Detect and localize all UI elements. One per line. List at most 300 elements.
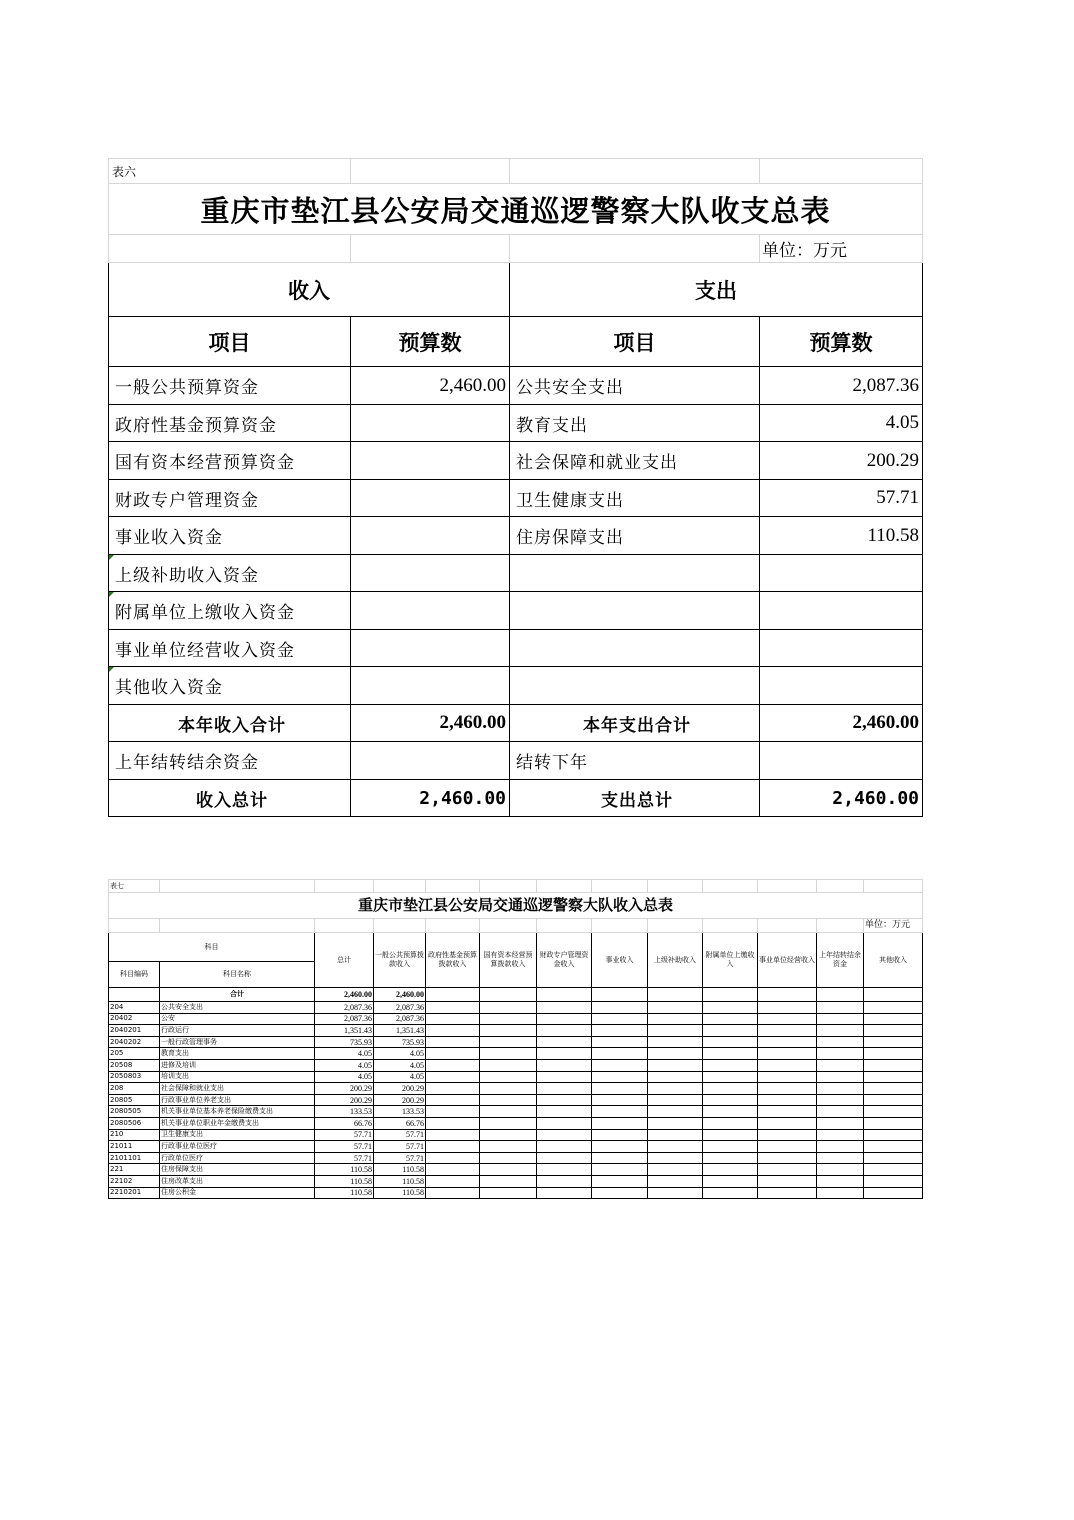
income-value bbox=[351, 480, 510, 517]
subject-name: 行政事业单位养老支出 bbox=[160, 1094, 315, 1106]
income-item: 事业单位经营收入资金 bbox=[109, 630, 351, 667]
table-row bbox=[109, 1175, 923, 1187]
expense-value bbox=[760, 630, 923, 667]
empty-cell bbox=[426, 1141, 480, 1153]
empty-cell bbox=[480, 1129, 537, 1141]
empty-cell bbox=[703, 1094, 758, 1106]
subject-name: 机关事业单位职业年金缴费支出 bbox=[160, 1117, 315, 1129]
subject-name: 行政单位医疗 bbox=[160, 1152, 315, 1164]
subject-code: 208 bbox=[109, 1083, 160, 1095]
empty-cell bbox=[537, 1036, 592, 1048]
empty-cell bbox=[758, 1002, 817, 1014]
empty-cell bbox=[592, 1106, 648, 1118]
income-value bbox=[351, 555, 510, 592]
expense-item: 社会保障和就业支出 bbox=[510, 442, 760, 480]
empty-cell bbox=[758, 1187, 817, 1199]
subject-name: 行政运行 bbox=[160, 1025, 315, 1037]
expense-value: 4.05 bbox=[760, 405, 923, 442]
empty-cell bbox=[480, 1106, 537, 1118]
row-general: 2,087.36 bbox=[374, 1002, 426, 1014]
table-row bbox=[109, 1152, 923, 1164]
empty-cell bbox=[758, 1083, 817, 1095]
subject-code: 2101101 bbox=[109, 1152, 160, 1164]
empty-cell bbox=[480, 1141, 537, 1153]
sum-row bbox=[109, 988, 923, 1002]
empty-cell bbox=[480, 1175, 537, 1187]
subject-name: 教育支出 bbox=[160, 1048, 315, 1060]
header-carryover: 上年结转结余资金 bbox=[817, 933, 864, 988]
empty-cell bbox=[703, 1175, 758, 1187]
row-total: 110.58 bbox=[315, 1164, 374, 1176]
table-row bbox=[109, 555, 923, 592]
empty-cell bbox=[758, 1048, 817, 1060]
table-row bbox=[109, 1117, 923, 1129]
row-total: 57.71 bbox=[315, 1129, 374, 1141]
subject-code: 2080506 bbox=[109, 1117, 160, 1129]
empty-cell bbox=[480, 1071, 537, 1083]
empty-cell bbox=[426, 1071, 480, 1083]
table-row bbox=[109, 1036, 923, 1048]
subject-code: 210 bbox=[109, 1129, 160, 1141]
row-total: 735.93 bbox=[315, 1036, 374, 1048]
empty-cell bbox=[817, 1152, 864, 1164]
expense-item: 住房保障支出 bbox=[510, 517, 760, 555]
row-general: 4.05 bbox=[374, 1048, 426, 1060]
expense-carry-value bbox=[760, 742, 923, 780]
sum-general: 2,460.00 bbox=[374, 988, 426, 1002]
empty-cell bbox=[758, 1129, 817, 1141]
empty-cell bbox=[426, 1164, 480, 1176]
row-total: 2,087.36 bbox=[315, 1002, 374, 1014]
subject-code: 20805 bbox=[109, 1094, 160, 1106]
empty-cell bbox=[758, 1059, 817, 1071]
income-value bbox=[351, 592, 510, 630]
empty-cell bbox=[703, 1083, 758, 1095]
empty-cell bbox=[426, 1036, 480, 1048]
empty-cell bbox=[703, 1013, 758, 1025]
empty-cell bbox=[648, 1187, 703, 1199]
empty-cell bbox=[817, 1036, 864, 1048]
empty-cell bbox=[480, 1036, 537, 1048]
empty-cell bbox=[648, 1071, 703, 1083]
income-value: 2,460.00 bbox=[351, 367, 510, 405]
income-item: 附属单位上缴收入资金 bbox=[109, 592, 351, 630]
subject-name: 住房改革支出 bbox=[160, 1175, 315, 1187]
subject-code: 2040201 bbox=[109, 1025, 160, 1037]
income-item: 事业收入资金 bbox=[109, 517, 351, 555]
empty-cell bbox=[817, 1083, 864, 1095]
row-total: 1,351.43 bbox=[315, 1025, 374, 1037]
empty-cell bbox=[426, 1106, 480, 1118]
column-header-item: 项目 bbox=[109, 317, 351, 367]
empty-cell bbox=[480, 1048, 537, 1060]
empty-cell bbox=[864, 1187, 923, 1199]
table-row bbox=[109, 442, 923, 480]
subject-code: 204 bbox=[109, 1002, 160, 1014]
empty-cell bbox=[703, 1117, 758, 1129]
header-affiliated: 附属单位上缴收入 bbox=[703, 933, 758, 988]
table-row bbox=[109, 1083, 923, 1095]
empty-cell bbox=[817, 1025, 864, 1037]
empty-cell bbox=[480, 1094, 537, 1106]
table-tag: 表六 bbox=[109, 159, 351, 184]
expense-item bbox=[510, 667, 760, 705]
empty-cell bbox=[864, 1175, 923, 1187]
row-general: 200.29 bbox=[374, 1083, 426, 1095]
empty-cell bbox=[703, 1025, 758, 1037]
row-general: 110.58 bbox=[374, 1164, 426, 1176]
row-general: 133.53 bbox=[374, 1106, 426, 1118]
row-general: 2,087.36 bbox=[374, 1013, 426, 1025]
empty-cell bbox=[817, 1164, 864, 1176]
subject-code: 2040202 bbox=[109, 1036, 160, 1048]
header-general: 一般公共预算拨款收入 bbox=[374, 933, 426, 988]
row-general: 1,351.43 bbox=[374, 1025, 426, 1037]
empty-cell bbox=[592, 1141, 648, 1153]
empty-cell bbox=[592, 1002, 648, 1014]
empty-cell bbox=[758, 1141, 817, 1153]
empty-cell bbox=[648, 1002, 703, 1014]
header-name: 科目名称 bbox=[160, 962, 315, 988]
expense-total-label: 支出总计 bbox=[510, 780, 760, 817]
expense-item: 教育支出 bbox=[510, 405, 760, 442]
expense-value: 57.71 bbox=[760, 480, 923, 517]
income-value bbox=[351, 667, 510, 705]
empty-cell bbox=[648, 1152, 703, 1164]
income-total-value: 2,460.00 bbox=[351, 780, 510, 817]
empty-cell bbox=[592, 1094, 648, 1106]
empty-cell bbox=[758, 1175, 817, 1187]
table-title: 重庆市垫江县公安局交通巡逻警察大队收入总表 bbox=[109, 893, 923, 919]
empty-cell bbox=[758, 1094, 817, 1106]
empty-cell bbox=[817, 1048, 864, 1060]
empty-cell bbox=[817, 1187, 864, 1199]
empty-cell bbox=[758, 1152, 817, 1164]
expense-value bbox=[760, 592, 923, 630]
empty-cell bbox=[648, 1059, 703, 1071]
table-row bbox=[109, 517, 923, 555]
empty-cell bbox=[864, 1094, 923, 1106]
empty-cell bbox=[758, 1071, 817, 1083]
header-other: 其他收入 bbox=[864, 933, 923, 988]
empty-cell bbox=[703, 1152, 758, 1164]
sum-label: 合计 bbox=[160, 988, 315, 1002]
table-row bbox=[109, 1059, 923, 1071]
table-row bbox=[109, 1187, 923, 1199]
subject-code: 221 bbox=[109, 1164, 160, 1176]
empty-cell bbox=[537, 1002, 592, 1014]
empty-cell bbox=[648, 1036, 703, 1048]
empty-cell bbox=[480, 1059, 537, 1071]
empty-cell bbox=[648, 1117, 703, 1129]
empty-cell bbox=[426, 1059, 480, 1071]
subtotal-row bbox=[109, 705, 923, 742]
empty-cell bbox=[648, 1141, 703, 1153]
empty-cell bbox=[537, 1175, 592, 1187]
subject-code: 2080505 bbox=[109, 1106, 160, 1118]
empty-cell bbox=[758, 1164, 817, 1176]
empty-cell bbox=[817, 1175, 864, 1187]
empty-cell bbox=[817, 1106, 864, 1118]
subject-name: 一般行政管理事务 bbox=[160, 1036, 315, 1048]
income-value bbox=[351, 405, 510, 442]
empty-cell bbox=[648, 1129, 703, 1141]
table-row bbox=[109, 1071, 923, 1083]
income-carry-value bbox=[351, 742, 510, 780]
empty-cell bbox=[592, 1071, 648, 1083]
empty-cell bbox=[426, 1094, 480, 1106]
empty-cell bbox=[537, 1083, 592, 1095]
row-general: 110.58 bbox=[374, 1187, 426, 1199]
empty-cell bbox=[817, 1059, 864, 1071]
income-item: 财政专户管理资金 bbox=[109, 480, 351, 517]
subject-code: 2210201 bbox=[109, 1187, 160, 1199]
expense-total-value: 2,460.00 bbox=[760, 780, 923, 817]
income-value bbox=[351, 630, 510, 667]
table-row bbox=[109, 1025, 923, 1037]
empty-cell bbox=[426, 1048, 480, 1060]
table-row bbox=[109, 1106, 923, 1118]
empty-cell bbox=[480, 1117, 537, 1129]
empty-cell bbox=[592, 1175, 648, 1187]
empty-cell bbox=[592, 1117, 648, 1129]
empty-cell bbox=[592, 1164, 648, 1176]
row-total: 2,087.36 bbox=[315, 1013, 374, 1025]
empty-cell bbox=[537, 1129, 592, 1141]
income-value bbox=[351, 442, 510, 480]
total-row bbox=[109, 780, 923, 817]
table-tag: 表七 bbox=[109, 880, 160, 893]
empty-cell bbox=[648, 1175, 703, 1187]
expense-subtotal-label: 本年支出合计 bbox=[510, 705, 760, 742]
empty-cell bbox=[537, 1013, 592, 1025]
row-total: 110.58 bbox=[315, 1187, 374, 1199]
subject-name: 社会保障和就业支出 bbox=[160, 1083, 315, 1095]
empty-cell bbox=[864, 1083, 923, 1095]
subject-code: 20508 bbox=[109, 1059, 160, 1071]
income-item: 一般公共预算资金 bbox=[109, 367, 351, 405]
unit-label: 单位：万元 bbox=[760, 235, 923, 263]
expense-value bbox=[760, 555, 923, 592]
header-business: 事业收入 bbox=[592, 933, 648, 988]
table-row bbox=[109, 1013, 923, 1025]
empty-cell bbox=[537, 1048, 592, 1060]
empty-cell bbox=[537, 1164, 592, 1176]
income-item: 政府性基金预算资金 bbox=[109, 405, 351, 442]
empty-cell bbox=[426, 1025, 480, 1037]
empty-cell bbox=[537, 1025, 592, 1037]
expense-subtotal-value: 2,460.00 bbox=[760, 705, 923, 742]
empty-cell bbox=[703, 1164, 758, 1176]
header-code: 科目编码 bbox=[109, 962, 160, 988]
row-general: 57.71 bbox=[374, 1141, 426, 1153]
expense-carry-label: 结转下年 bbox=[510, 742, 760, 780]
subject-name: 住房保障支出 bbox=[160, 1164, 315, 1176]
empty-cell bbox=[703, 1059, 758, 1071]
subject-code: 205 bbox=[109, 1048, 160, 1060]
empty-cell bbox=[537, 1059, 592, 1071]
empty-cell bbox=[592, 1187, 648, 1199]
subject-name: 培训支出 bbox=[160, 1071, 315, 1083]
column-header-budget: 预算数 bbox=[351, 317, 510, 367]
empty-cell bbox=[817, 1129, 864, 1141]
empty-cell bbox=[426, 1187, 480, 1199]
expense-value: 200.29 bbox=[760, 442, 923, 480]
row-general: 4.05 bbox=[374, 1059, 426, 1071]
row-total: 57.71 bbox=[315, 1141, 374, 1153]
empty-cell bbox=[648, 1106, 703, 1118]
column-header-budget: 预算数 bbox=[760, 317, 923, 367]
empty-cell bbox=[480, 1025, 537, 1037]
row-total: 200.29 bbox=[315, 1083, 374, 1095]
empty-cell bbox=[537, 1106, 592, 1118]
empty-cell bbox=[480, 1187, 537, 1199]
expense-item: 公共安全支出 bbox=[510, 367, 760, 405]
row-general: 57.71 bbox=[374, 1152, 426, 1164]
table-row bbox=[109, 592, 923, 630]
empty-cell bbox=[817, 1013, 864, 1025]
empty-cell bbox=[703, 1141, 758, 1153]
column-header-item: 项目 bbox=[510, 317, 760, 367]
expense-header: 支出 bbox=[510, 263, 923, 317]
income-header: 收入 bbox=[109, 263, 510, 317]
row-total: 4.05 bbox=[315, 1059, 374, 1071]
income-total-label: 收入总计 bbox=[109, 780, 351, 817]
empty-cell bbox=[864, 1129, 923, 1141]
row-total: 4.05 bbox=[315, 1048, 374, 1060]
empty-cell bbox=[864, 1002, 923, 1014]
empty-cell bbox=[817, 1141, 864, 1153]
empty-cell bbox=[537, 1117, 592, 1129]
empty-cell bbox=[592, 1129, 648, 1141]
income-item: 其他收入资金 bbox=[109, 667, 351, 705]
empty-cell bbox=[426, 1117, 480, 1129]
empty-cell bbox=[426, 1175, 480, 1187]
empty-cell bbox=[864, 1048, 923, 1060]
empty-cell bbox=[592, 1083, 648, 1095]
empty-cell bbox=[537, 1141, 592, 1153]
subject-name: 行政事业单位医疗 bbox=[160, 1141, 315, 1153]
empty-cell bbox=[703, 1048, 758, 1060]
row-total: 200.29 bbox=[315, 1094, 374, 1106]
table-row bbox=[109, 667, 923, 705]
expense-item: 卫生健康支出 bbox=[510, 480, 760, 517]
subject-code: 21011 bbox=[109, 1141, 160, 1153]
row-general: 4.05 bbox=[374, 1071, 426, 1083]
empty-cell bbox=[480, 1002, 537, 1014]
empty-cell bbox=[817, 1071, 864, 1083]
empty-cell bbox=[648, 1083, 703, 1095]
subject-name: 机关事业单位基本养老保险缴费支出 bbox=[160, 1106, 315, 1118]
empty-cell bbox=[817, 1002, 864, 1014]
row-general: 66.76 bbox=[374, 1117, 426, 1129]
empty-cell bbox=[480, 1013, 537, 1025]
empty-cell bbox=[648, 1094, 703, 1106]
expense-item bbox=[510, 592, 760, 630]
header-superior: 上级补助收入 bbox=[648, 933, 703, 988]
income-item: 国有资本经营预算资金 bbox=[109, 442, 351, 480]
empty-cell bbox=[758, 1025, 817, 1037]
row-total: 4.05 bbox=[315, 1071, 374, 1083]
empty-cell bbox=[703, 1071, 758, 1083]
empty-cell bbox=[426, 1013, 480, 1025]
expense-value: 2,087.36 bbox=[760, 367, 923, 405]
empty-cell bbox=[648, 1164, 703, 1176]
table-row bbox=[109, 1094, 923, 1106]
empty-cell bbox=[703, 1129, 758, 1141]
empty-cell bbox=[592, 1048, 648, 1060]
unit-label: 单位：万元 bbox=[864, 919, 923, 933]
income-expense-summary-table bbox=[108, 158, 923, 817]
empty-cell bbox=[864, 1059, 923, 1071]
empty-cell bbox=[537, 1187, 592, 1199]
empty-cell bbox=[592, 1013, 648, 1025]
empty-cell bbox=[480, 1164, 537, 1176]
empty-cell bbox=[537, 1071, 592, 1083]
empty-cell bbox=[758, 1106, 817, 1118]
empty-cell bbox=[864, 1164, 923, 1176]
table-row bbox=[109, 630, 923, 667]
row-general: 57.71 bbox=[374, 1129, 426, 1141]
empty-cell bbox=[758, 1013, 817, 1025]
header-special: 财政专户管理资金收入 bbox=[537, 933, 592, 988]
empty-cell bbox=[864, 1152, 923, 1164]
carry-row bbox=[109, 742, 923, 780]
empty-cell bbox=[537, 1152, 592, 1164]
empty-cell bbox=[864, 1117, 923, 1129]
header-subject: 科目 bbox=[109, 933, 315, 962]
row-total: 133.53 bbox=[315, 1106, 374, 1118]
row-total: 110.58 bbox=[315, 1175, 374, 1187]
subject-name: 住房公积金 bbox=[160, 1187, 315, 1199]
income-subtotal-value: 2,460.00 bbox=[351, 705, 510, 742]
header-operating: 事业单位经营收入 bbox=[758, 933, 817, 988]
empty-cell bbox=[426, 1083, 480, 1095]
income-item: 上级补助收入资金 bbox=[109, 555, 351, 592]
row-total: 66.76 bbox=[315, 1117, 374, 1129]
row-general: 200.29 bbox=[374, 1094, 426, 1106]
empty-cell bbox=[703, 1187, 758, 1199]
subject-name: 公安 bbox=[160, 1013, 315, 1025]
empty-cell bbox=[864, 1013, 923, 1025]
expense-value bbox=[760, 667, 923, 705]
subject-name: 卫生健康支出 bbox=[160, 1129, 315, 1141]
income-value bbox=[351, 517, 510, 555]
header-state-capital: 国有资本经营预算拨款收入 bbox=[480, 933, 537, 988]
empty-cell bbox=[758, 1036, 817, 1048]
empty-cell bbox=[758, 1117, 817, 1129]
table-row bbox=[109, 1048, 923, 1060]
table-row bbox=[109, 1002, 923, 1014]
subject-code: 2050803 bbox=[109, 1071, 160, 1083]
table-row bbox=[109, 405, 923, 442]
empty-cell bbox=[864, 1141, 923, 1153]
empty-cell bbox=[648, 1048, 703, 1060]
subject-name: 公共安全支出 bbox=[160, 1002, 315, 1014]
empty-cell bbox=[426, 1129, 480, 1141]
table-row bbox=[109, 1164, 923, 1176]
empty-cell bbox=[817, 1094, 864, 1106]
subject-name: 进修及培训 bbox=[160, 1059, 315, 1071]
empty-cell bbox=[817, 1117, 864, 1129]
table-row bbox=[109, 1129, 923, 1141]
income-subtotal-label: 本年收入合计 bbox=[109, 705, 351, 742]
table-title: 重庆市垫江县公安局交通巡逻警察大队收支总表 bbox=[109, 184, 923, 235]
subject-code: 22102 bbox=[109, 1175, 160, 1187]
empty-cell bbox=[864, 1025, 923, 1037]
empty-cell bbox=[648, 1013, 703, 1025]
empty-cell bbox=[864, 1036, 923, 1048]
